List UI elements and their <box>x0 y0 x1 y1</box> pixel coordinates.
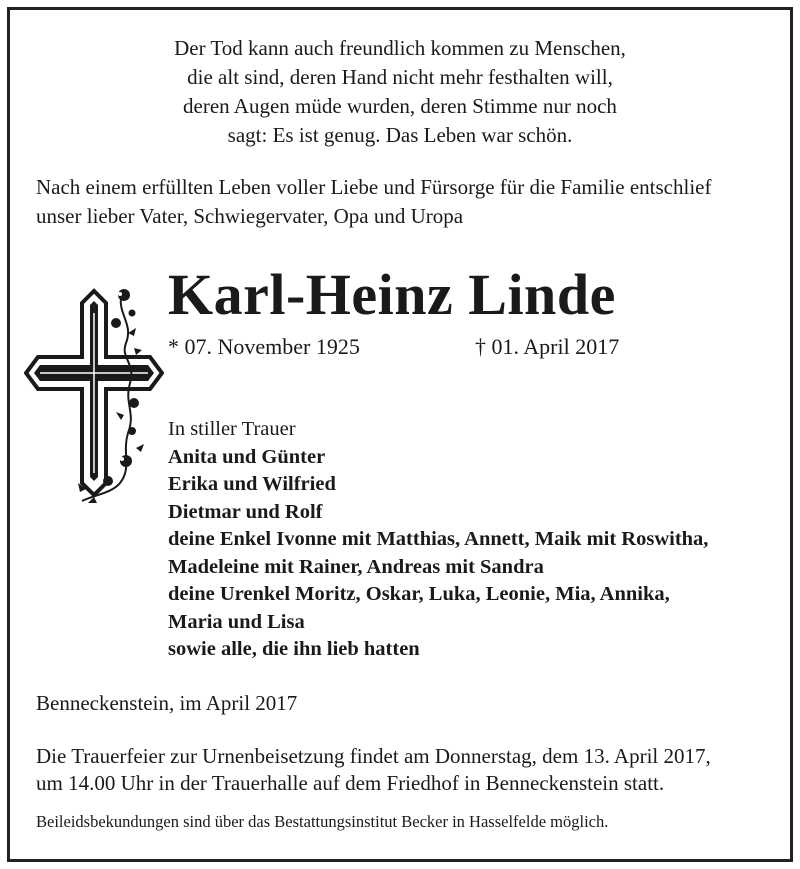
mourner-line: deine Enkel Ivonne mit Matthias, Annett, Maik mit Roswitha, <box>168 528 709 550</box>
cross-with-roses-icon <box>24 283 164 508</box>
intro-line: unser lieber Vater, Schwiegervater, Opa und Uropa <box>36 204 464 228</box>
service-info <box>36 743 711 797</box>
obituary-notice <box>7 7 793 862</box>
poem <box>10 34 790 150</box>
service-line: Die Trauerfeier zur Urnenbeisetzung findet am Donnerstag, dem 13. April 2017, <box>36 744 711 768</box>
birth-date: * 07. November 1925 <box>168 334 360 359</box>
service-line: um 14.00 Uhr in der Trauerhalle auf dem Friedhof in Benneckenstein statt. <box>36 771 665 795</box>
mourner-line: Dietmar und Rolf <box>168 500 323 523</box>
place-date: Benneckenstein, im April 2017 <box>36 691 298 715</box>
mourner-line: Erika und Wilfried <box>168 473 336 495</box>
intro-text <box>36 173 711 231</box>
poem-line: die alt sind, deren Hand nicht mehr festhalten will, <box>187 65 613 89</box>
intro-line: Nach einem erfüllten Leben voller Liebe und Fürsorge für die Familie entschlief <box>36 175 712 199</box>
mourner-line: Madeleine mit Rainer, Andreas mit Sandra <box>168 555 544 578</box>
mourners-heading: In stiller Trauer <box>168 418 296 440</box>
mourner-line: Maria und Lisa <box>168 610 305 633</box>
condolences-note: Beileidsbekundungen sind über das Bestattungsinstitut Becker in Hasselfelde möglich. <box>36 812 609 831</box>
poem-line: deren Augen müde wurden, deren Stimme nur noch <box>183 94 617 118</box>
deceased-name: Karl-Heinz Linde <box>168 262 616 327</box>
mourner-line: deine Urenkel Moritz, Oskar, Luka, Leonie, Mia, Annika, <box>168 583 670 605</box>
poem-line: sagt: Es ist genug. Das Leben war schön. <box>227 123 573 147</box>
death-date: † 01. April 2017 <box>475 334 620 359</box>
mourners-list <box>168 416 708 664</box>
mourner-line: Anita und Günter <box>168 445 326 468</box>
poem-line: Der Tod kann auch freundlich kommen zu Menschen, <box>174 36 626 60</box>
mourner-line: sowie alle, die ihn lieb hatten <box>168 638 420 660</box>
